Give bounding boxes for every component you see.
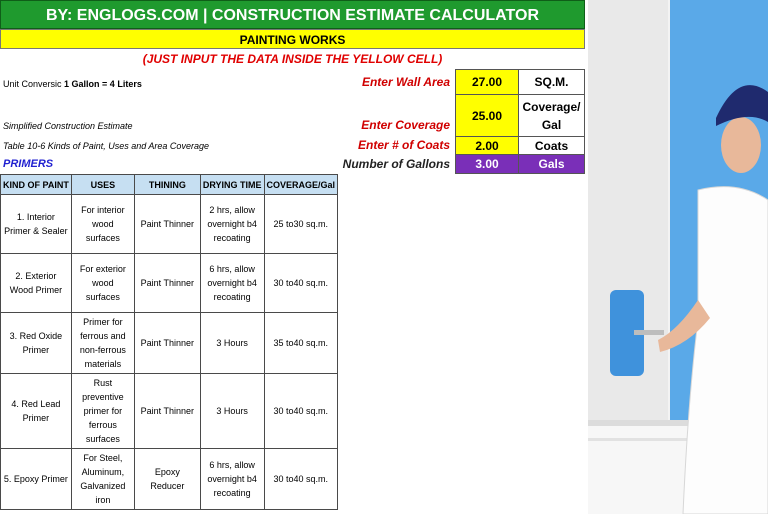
table-cell: 3 Hours xyxy=(200,374,264,449)
header-coverage: COVERAGE/Gal xyxy=(264,175,338,195)
table-cell: 30 to40 sq.m. xyxy=(264,254,338,313)
table-cell: Paint Thinner xyxy=(134,254,200,313)
table-cell: 3. Red Oxide Primer xyxy=(1,313,72,374)
coverage-unit xyxy=(518,94,585,137)
table-cell: 25 to30 sq.m. xyxy=(264,195,338,254)
paint-table xyxy=(0,174,338,510)
wall-area-input[interactable]: 27.00 xyxy=(455,69,519,95)
table-cell: For Steel, Aluminum, Galvanized iron xyxy=(71,449,134,510)
table-cell: For exterior wood surfaces xyxy=(71,254,134,313)
table-cell: 4. Red Lead Primer xyxy=(1,374,72,449)
table-cell: Paint Thinner xyxy=(134,374,200,449)
page-title: BY: ENGLOGS.COM | CONSTRUCTION ESTIMATE CALCULATOR xyxy=(0,0,585,29)
header-drying-time: DRYING TIME xyxy=(200,175,264,195)
table-cell: 5. Epoxy Primer xyxy=(1,449,72,510)
coats-unit: Coats xyxy=(518,136,585,155)
roller-handle xyxy=(634,330,664,335)
table-cell: 6 hrs, allow overnight b4 recoating xyxy=(200,254,264,313)
simplified-note: Simplified Construction Estimate xyxy=(3,121,133,131)
table-row xyxy=(1,313,338,374)
coverage-unit-top: Coverage/ xyxy=(522,99,581,114)
table-cell: 2. Exterior Wood Primer xyxy=(1,254,72,313)
table-cell: 35 to40 sq.m. xyxy=(264,313,338,374)
instruction-text: (JUST INPUT THE DATA INSIDE THE YELLOW CELL) xyxy=(142,52,443,66)
table-cell: 1. Interior Primer & Sealer xyxy=(1,195,72,254)
unit-conversion-note xyxy=(3,79,142,89)
gallons-unit: Gals xyxy=(518,154,585,174)
table-cell: Epoxy Reducer xyxy=(134,449,200,510)
wall-area-label: Enter Wall Area xyxy=(361,75,450,89)
wall-area-unit: SQ.M. xyxy=(518,69,585,95)
table-cell: 30 to40 sq.m. xyxy=(264,449,338,510)
table-caption: Table 10-6 Kinds of Paint, Uses and Area Coverage xyxy=(3,141,209,151)
table-cell: 3 Hours xyxy=(200,313,264,374)
table-cell: 6 hrs, allow overnight b4 recoating xyxy=(200,449,264,510)
table-row xyxy=(1,449,338,510)
table-cell: Primer for ferrous and non-ferrous materials xyxy=(71,313,134,374)
gallons-label: Number of Gallons xyxy=(342,157,450,171)
unit-conversion-value: 1 Gallon = 4 Liters xyxy=(64,79,142,89)
coats-label: Enter # of Coats xyxy=(357,138,450,152)
coverage-unit-bottom: Gal xyxy=(541,117,562,132)
coats-input[interactable]: 2.00 xyxy=(455,136,519,155)
table-header-row xyxy=(1,175,338,195)
painter-illustration xyxy=(588,0,768,514)
coverage-label: Enter Coverage xyxy=(361,118,450,132)
table-cell: Paint Thinner xyxy=(134,313,200,374)
table-row xyxy=(1,254,338,313)
section-title: PAINTING WORKS xyxy=(0,29,585,49)
header-kind-of-paint: KIND OF PAINT xyxy=(1,175,72,195)
table-cell: Rust preventive primer for ferrous surfaces xyxy=(71,374,134,449)
table-cell: 30 to40 sq.m. xyxy=(264,374,338,449)
primers-heading: PRIMERS xyxy=(3,158,54,170)
header-uses: USES xyxy=(71,175,134,195)
table-cell: 2 hrs, allow overnight b4 recoating xyxy=(200,195,264,254)
table-cell: Paint Thinner xyxy=(134,195,200,254)
gallons-result: 3.00 xyxy=(455,154,519,174)
unit-conversion-prefix: Unit Conversic xyxy=(3,79,62,89)
table-row xyxy=(1,195,338,254)
header-thining: THINING xyxy=(134,175,200,195)
table-cell: For interior wood surfaces xyxy=(71,195,134,254)
table-row xyxy=(1,374,338,449)
coverage-input[interactable]: 25.00 xyxy=(455,94,519,137)
painter-photo xyxy=(588,0,768,514)
painter-head xyxy=(721,117,761,173)
